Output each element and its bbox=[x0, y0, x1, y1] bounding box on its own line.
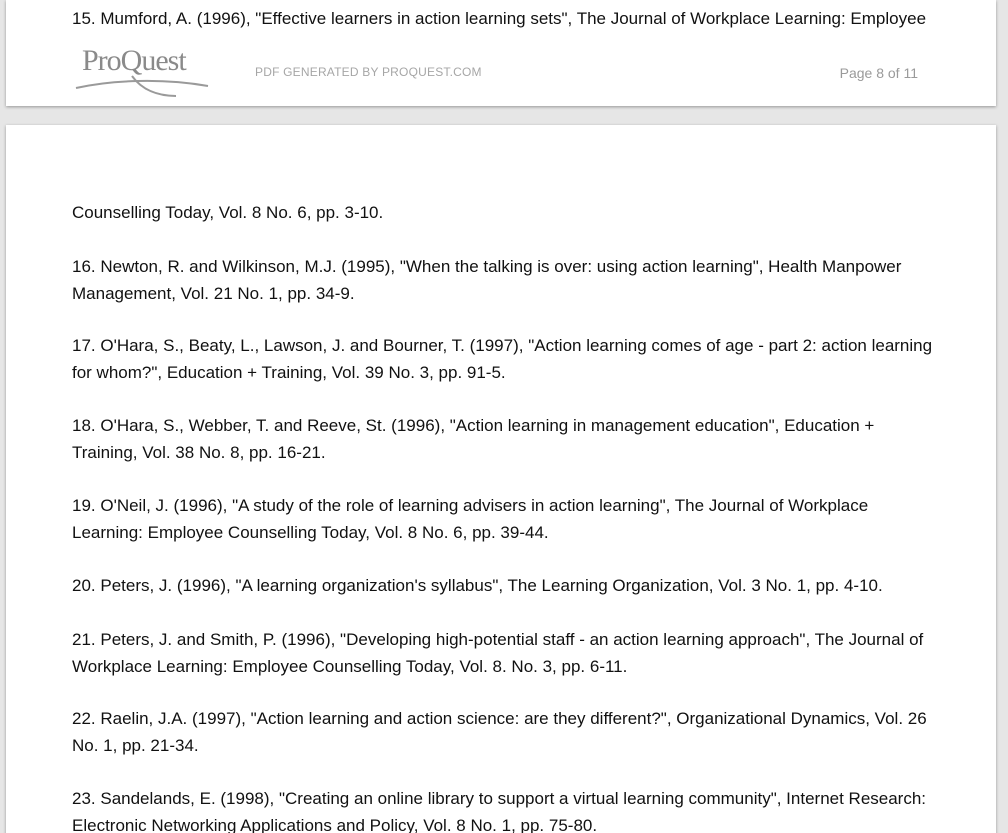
generated-by-label: PDF GENERATED BY PROQUEST.COM bbox=[255, 65, 482, 79]
proquest-logo-text: ProQuest bbox=[82, 44, 186, 77]
reference-16: 16. Newton, R. and Wilkinson, M.J. (1995), "When the talking is over: using action learning", Health Manpower Management, Vol. 21 No. 1, pp. 34-9. bbox=[72, 257, 902, 303]
pdf-page-9 bbox=[6, 125, 996, 833]
reference-17: 17. O'Hara, S., Beaty, L., Lawson, J. and Bourner, T. (1997), "Action learning comes of age - part 2: action learning for whom?", Education + Training, Vol. 39 No. 3, pp. 91-5. bbox=[72, 336, 933, 382]
pdf-page-8 bbox=[6, 0, 996, 106]
logo-swoosh-icon bbox=[72, 70, 212, 100]
reference-22: 22. Raelin, J.A. (1997), "Action learning and action science: are they different?", Organizational Dynamics, Vol. 26 No. 1, pp. 21-34. bbox=[72, 709, 927, 755]
reference-15-continuation: Counselling Today, Vol. 8 No. 6, pp. 3-10. bbox=[72, 203, 384, 222]
reference-23: 23. Sandelands, E. (1998), "Creating an online library to support a virtual learning community", Internet Research: Electronic Networking Applications and Policy, Vol. 8 No. 1, pp. 75-80. bbox=[72, 789, 927, 833]
reference-20: 20. Peters, J. (1996), "A learning organization's syllabus", The Learning Organization, Vol. 3 No. 1, pp. 4-10. bbox=[72, 576, 883, 595]
proquest-logo bbox=[72, 44, 212, 100]
reference-21: 21. Peters, J. and Smith, P. (1996), "Developing high-potential staff - an action learning approach", The Journal of Workplace Learning: Employee Counselling Today, Vol. 8. No. 3, pp. 6-11. bbox=[72, 630, 924, 676]
reference-19: 19. O'Neil, J. (1996), "A study of the role of learning advisers in action learning", The Journal of Workplace Learning: Employee Counselling Today, Vol. 8 No. 6, pp. 39-44. bbox=[72, 496, 869, 542]
page-indicator: Page 8 of 11 bbox=[839, 65, 918, 81]
reference-18: 18. O'Hara, S., Webber, T. and Reeve, St. (1996), "Action learning in management education", Education + Training, Vol. 38 No. 8, pp. 16-21. bbox=[72, 416, 875, 462]
reference-15-line: 15. Mumford, A. (1996), "Effective learners in action learning sets", The Journal of Workplace Learning: Employee bbox=[72, 9, 927, 28]
